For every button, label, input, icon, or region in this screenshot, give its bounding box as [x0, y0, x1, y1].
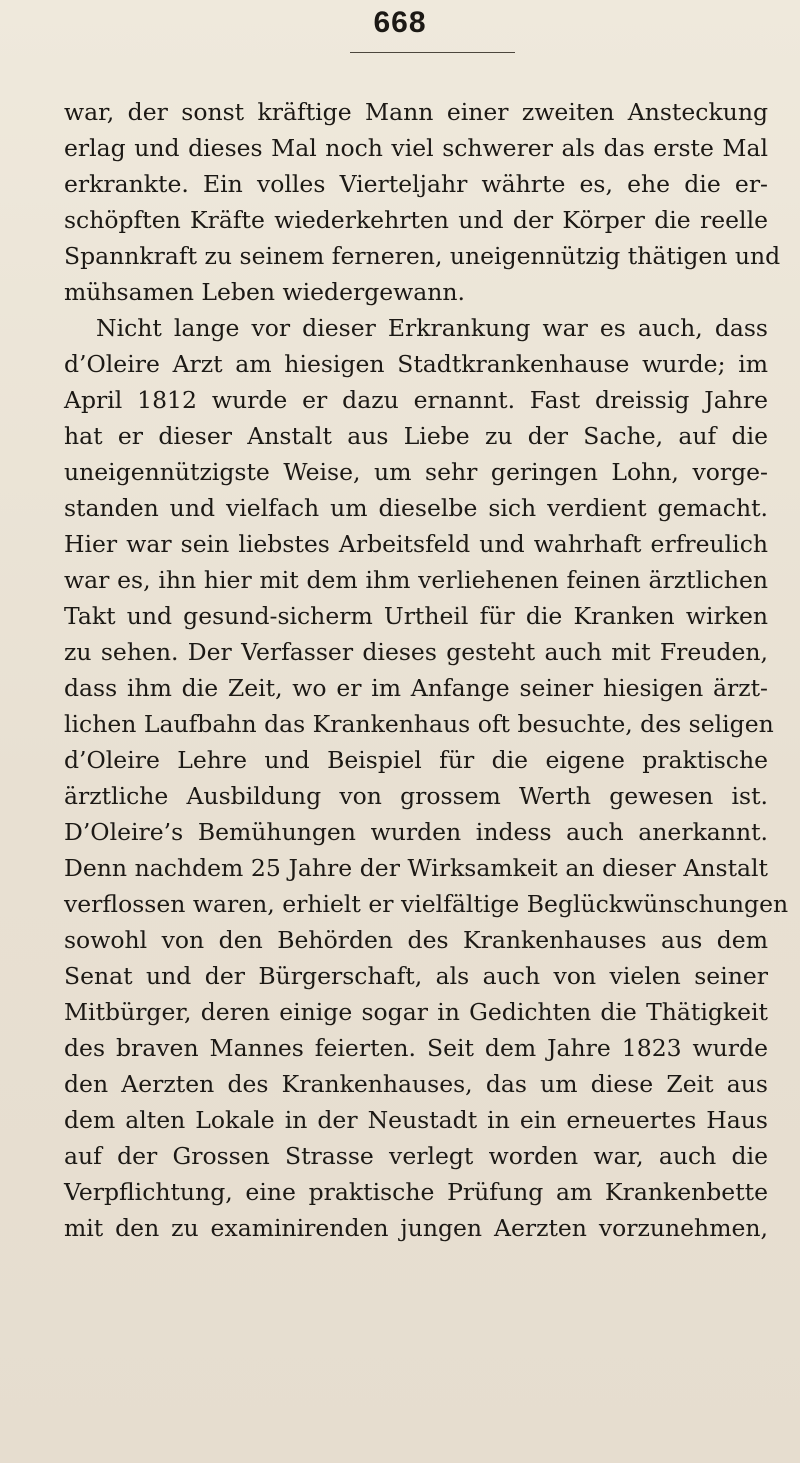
text-line: uneigennützigste Weise, um sehr geringen Lohn, vorge- [64, 458, 768, 486]
text-line: Mitbürger, deren einige sogar in Gedichten die Thätigkeit [64, 998, 768, 1026]
text-line: schöpften Kräfte wiederkehrten und der Körper die reelle [64, 206, 768, 234]
text-line: lichen Laufbahn das Krankenhaus oft besuchte, des seligen [64, 710, 774, 738]
text-line: April 1812 wurde er dazu ernannt. Fast dreissig Jahre [64, 386, 768, 414]
text-line: war, der sonst kräftige Mann einer zweiten Ansteckung [64, 98, 768, 126]
text-line: standen und vielfach um dieselbe sich verdient gemacht. [64, 494, 768, 522]
text-line: dem alten Lokale in der Neustadt in ein erneuertes Haus [64, 1106, 768, 1134]
text-line: erlag und dieses Mal noch viel schwerer als das erste Mal [64, 134, 768, 162]
body-text [64, 94, 789, 1246]
text-line: mühsamen Leben wiedergewann. [64, 278, 466, 306]
text-line: zu sehen. Der Verfasser dieses gesteht auch mit Freuden, [64, 638, 768, 666]
page-number: 668 [373, 6, 427, 39]
text-line: d’Oleire Arzt am hiesigen Stadtkrankenhause wurde; im [64, 350, 768, 378]
text-line: des braven Mannes feierten. Seit dem Jahre 1823 wurde [64, 1034, 768, 1062]
header-rule [350, 52, 515, 53]
text-line: Denn nachdem 25 Jahre der Wirksamkeit an dieser Anstalt [64, 854, 768, 882]
text-line: auf der Grossen Strasse verlegt worden war, auch die [64, 1142, 768, 1170]
text-line: dass ihm die Zeit, wo er im Anfange seiner hiesigen ärzt- [64, 674, 768, 702]
text-line: hat er dieser Anstalt aus Liebe zu der Sache, auf die [64, 422, 768, 450]
text-line: mit den zu examinirenden jungen Aerzten vorzunehmen, [64, 1214, 768, 1242]
text-line: ärztliche Ausbildung von grossem Werth gewesen ist. [64, 782, 768, 810]
text-line: war es, ihn hier mit dem ihm verliehenen feinen ärztlichen [64, 566, 768, 594]
text-line: den Aerzten des Krankenhauses, das um diese Zeit aus [64, 1070, 768, 1098]
text-line: Hier war sein liebstes Arbeitsfeld und wahrhaft erfreulich [64, 530, 768, 558]
text-line: Spannkraft zu seinem ferneren, uneigennützig thätigen und [64, 242, 781, 270]
text-line: Takt und gesund-sicherm Urtheil für die Kranken wirken [64, 602, 768, 630]
text-line: Verpflichtung, eine praktische Prüfung am Krankenbette [64, 1178, 768, 1206]
text-line: sowohl von den Behörden des Krankenhauses aus dem [64, 926, 768, 954]
text-line: verflossen waren, erhielt er vielfältige Beglückwünschungen [64, 890, 789, 918]
text-line: erkrankte. Ein volles Vierteljahr währte es, ehe die er- [64, 170, 768, 198]
paragraph-first-line: Nicht lange vor dieser Erkrankung war es auch, dass [96, 314, 768, 342]
text-line: D’Oleire’s Bemühungen wurden indess auch anerkannt. [64, 818, 768, 846]
text-line: Senat und der Bürgerschaft, als auch von vielen seiner [64, 962, 768, 990]
text-line: d’Oleire Lehre und Beispiel für die eigene praktische [64, 746, 768, 774]
